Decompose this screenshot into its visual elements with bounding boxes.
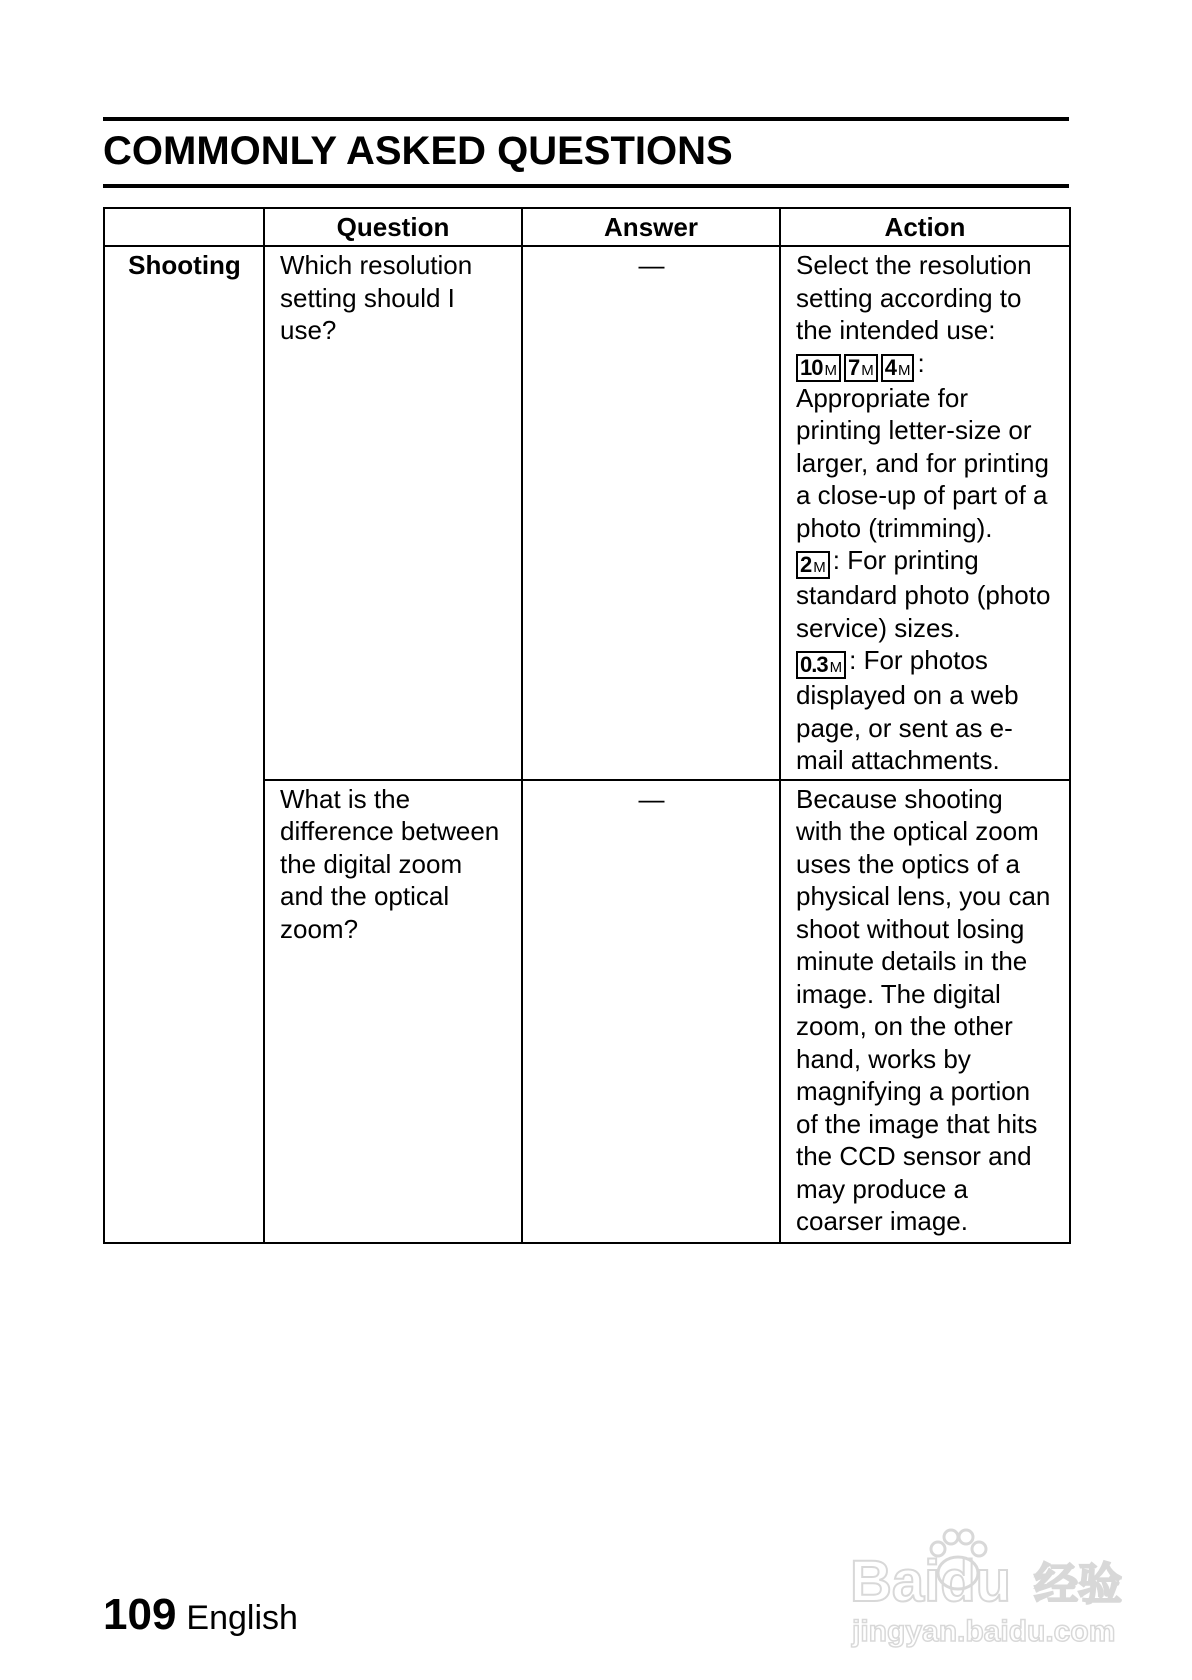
- column-header-action: Action: [780, 208, 1070, 246]
- watermark-url: jingyan.baidu.com: [852, 1615, 1116, 1648]
- action-cell: [780, 246, 1070, 780]
- action-item: [796, 644, 1055, 777]
- action-item-separator: :: [917, 347, 925, 378]
- action-item-separator: :: [832, 545, 840, 575]
- page-title: COMMONLY ASKED QUESTIONS: [103, 129, 733, 173]
- action-item: [796, 347, 1055, 545]
- watermark-brand: Baidu: [850, 1549, 1012, 1614]
- action-item-text: For photos displayed on a web page, or sent as e-mail attachments.: [796, 645, 1019, 775]
- resolution-7m-icon: 7 M: [844, 354, 878, 382]
- action-item: [796, 544, 1055, 644]
- action-cell: Because shooting with the optical zoom uses the optics of a physical lens, you can shoot without losing minute details in the image. The digital zoom, on the other hand, works by magnifying a portion of the image that hits the CCD sensor and may produce a coarser image.: [780, 780, 1070, 1243]
- answer-cell: —: [522, 780, 780, 1243]
- category-cell: Shooting: [104, 246, 264, 1243]
- column-header-category: [104, 208, 264, 246]
- column-header-answer: Answer: [522, 208, 780, 246]
- resolution-0-3m-icon: 0.3 M: [796, 651, 846, 679]
- resolution-4m-icon: 4 M: [881, 354, 915, 382]
- resolution-2m-icon: 2 M: [796, 551, 830, 579]
- page-footer: [103, 1590, 298, 1650]
- question-cell: Which resolution setting should I use?: [264, 246, 522, 780]
- table-row: [104, 246, 1070, 780]
- question-cell: What is the difference between the digital zoom and the optical zoom?: [264, 780, 522, 1243]
- table-header-row: [104, 208, 1070, 246]
- title-rule-bottom: [103, 184, 1069, 188]
- resolution-10m-icon: 10 M: [796, 354, 841, 382]
- page-language: English: [186, 1599, 298, 1637]
- action-item-separator: :: [849, 645, 857, 675]
- page-number: 109: [103, 1590, 177, 1639]
- title-rule-top: [103, 117, 1069, 121]
- watermark-brand-cn: 经验: [1034, 1559, 1122, 1610]
- watermark: [850, 1515, 1140, 1655]
- faq-table: [103, 207, 1071, 1244]
- column-header-question: Question: [264, 208, 522, 246]
- action-item-text: Appropriate for printing letter-size or larger, and for printing a close-up of part of a photo (trimming).: [796, 382, 1049, 543]
- answer-cell: —: [522, 246, 780, 780]
- action-item-text: For printing standard photo (photo service) sizes.: [796, 545, 1051, 643]
- action-intro: Select the resolution setting according to the intended use:: [796, 250, 1032, 345]
- baidu-watermark-graphic: [850, 1515, 1140, 1655]
